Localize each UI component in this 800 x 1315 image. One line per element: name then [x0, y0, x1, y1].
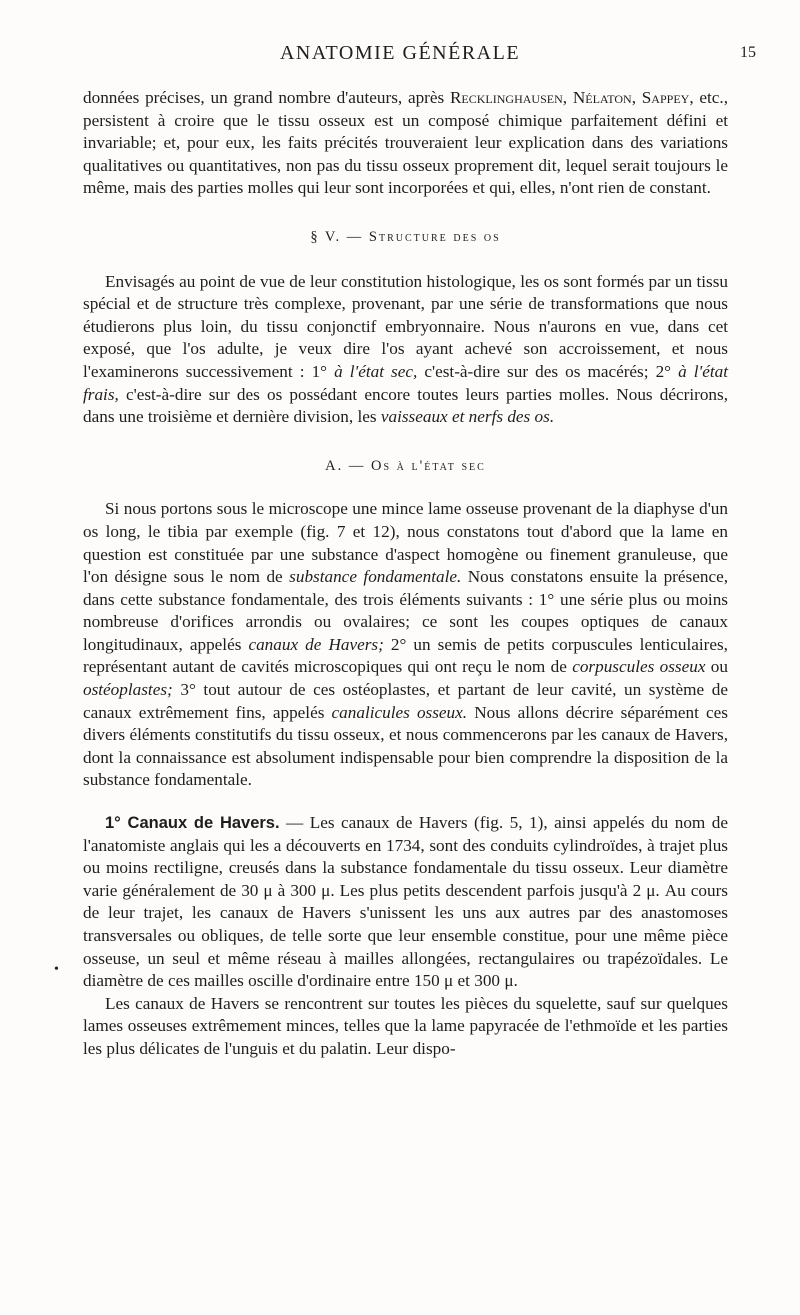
paragraph-lead: 1° Canaux de Havers.	[105, 814, 280, 833]
text-run: Nous allons décrire séparément ces divers éléments constitutifs du tissu osseux, et nous commencerons par les canaux de Havers, dont la connaissance est absolument indispensable pour bien comprendre la disposition de la substance fondamentale.	[83, 702, 728, 790]
text-run: c'est-à-dire sur des os macérés; 2°	[417, 361, 679, 381]
section-heading: § V. — Structure des os	[310, 228, 501, 245]
paragraph-intro	[83, 87, 728, 200]
author-nelaton: Nélaton	[572, 88, 632, 107]
italic-term: substance fondamentale.	[289, 567, 462, 587]
subsection-heading: A. — Os à l'état sec	[325, 457, 486, 474]
paragraph-structure	[83, 271, 728, 429]
page-number: 15	[740, 44, 756, 61]
text-run: Envisagés au point de vue de leur constitution histologique, les os sont formés par un tissu spécial et de structure très complexe, provenant, par une série de transformations que nous étudierons plus loin, du tissu conjonctif embryonnaire. Nous n'aurons en vue, dans cet exposé, que l'os adulte, je veux dire l'os ayant achevé son accroissement, et nous l'examinerons successivement : 1°	[83, 271, 728, 381]
italic-term: corpuscules osseux	[572, 657, 706, 677]
text-run: Les canaux de Havers se rencontrent sur toutes les pièces du squelette, sauf sur quelques lames osseuses extrêmement minces, telles que la lame papyracée de l'ethmoïde et les parties les plus délicates de l'unguis et du palatin. Leur dispo-	[83, 993, 728, 1058]
italic-term: à l'état sec,	[334, 361, 418, 381]
text-run: ,	[562, 88, 573, 107]
text-run: Nous constatons ensuite la présence, dans cette substance fondamentale, des trois éléments suivants : 1° une série plus ou moins nombreuse d'orifices arrondis ou ovalaires; ce sont les coupes optiques de canaux longitudinaux, appelés	[83, 567, 728, 654]
text-run: , etc., persistent à croire que le tissu osseux est un composé chimique parfaitement défini et invariable; et, pour eux, les faits précités trouveraient leur explication dans des variations qualitatives ou quantitatives, non pas du tissu osseux proprement dit, lequel serait toujours le même, mais des parties molles qui leur sont incorporées et qui, elles, n'ont rien de constant.	[83, 88, 729, 198]
italic-term: ostéoplastes;	[83, 680, 173, 700]
text-run: 3° tout autour de ces ostéoplastes, et partant de leur cavité, un système de canaux extrêmement fins, appelés	[83, 680, 728, 722]
text-run: 2° un semis de petits corpuscules lenticulaires, représentant autant de cavités microscopiques qui ont reçu le nom de	[83, 634, 728, 677]
text-run: ,	[631, 88, 642, 107]
running-head	[0, 40, 800, 68]
italic-term: canaux de Havers;	[248, 634, 384, 654]
paragraph-havers	[83, 812, 728, 993]
paragraph-gap	[83, 792, 728, 812]
author-sappey: Sappey	[641, 88, 690, 107]
running-title: ANATOMIE GÉNÉRALE	[279, 42, 521, 64]
paragraph-havers-distribution	[83, 993, 728, 1061]
italic-term: à l'état frais,	[83, 361, 729, 404]
paragraph-microscope	[83, 498, 728, 792]
text-run: données précises, un grand nombre d'auteurs, après	[83, 88, 450, 107]
text-run: — Les canaux de Havers (fig. 5, 1), ainsi appelés du nom de l'anatomiste anglais qui les a découverts en 1734, sont des conduits cylindroïdes, à trajet plus ou moins rectiligne, creusés dans la substance fondamentale du tissu osseux. Leur diamètre varie généralement de 30 μ à 300 μ. Les plus petits descendent parfois jusqu'à 2 μ. Au cours de leur trajet, les canaux de Havers s'unissent les uns aux autres par des anastomoses transversales ou obliques, de telle sorte que leur ensemble constitue, pour une même pièce osseuse, un seul et même réseau à mailles allongées, rectangulaires ou trapézoïdales. Le diamètre de ces mailles oscille d'ordinaire entre 150 μ et 300 μ.	[83, 813, 729, 991]
text-run: Si nous portons sous le microscope une mince lame osseuse provenant de la diaphyse d'un os long, le tibia par exemple (fig. 7 et 12), nous constatons tout d'abord que la lame en question est constituée par une substance d'aspect homogène ou finement granuleuse, que l'on désigne sous le nom de	[83, 499, 728, 587]
body-text	[83, 87, 728, 1061]
text-run: c'est-à-dire sur des os possédant encore toutes leurs parties molles. Nous décrirons, dans une troisième et dernière division, les	[83, 384, 728, 427]
margin-bullet: •	[54, 962, 59, 977]
text-run: ou	[705, 657, 728, 677]
italic-term: vaisseaux et nerfs des os.	[380, 407, 555, 427]
author-recklinghausen: Recklinghausen	[449, 88, 563, 107]
italic-term: canalicules osseux.	[331, 702, 468, 722]
